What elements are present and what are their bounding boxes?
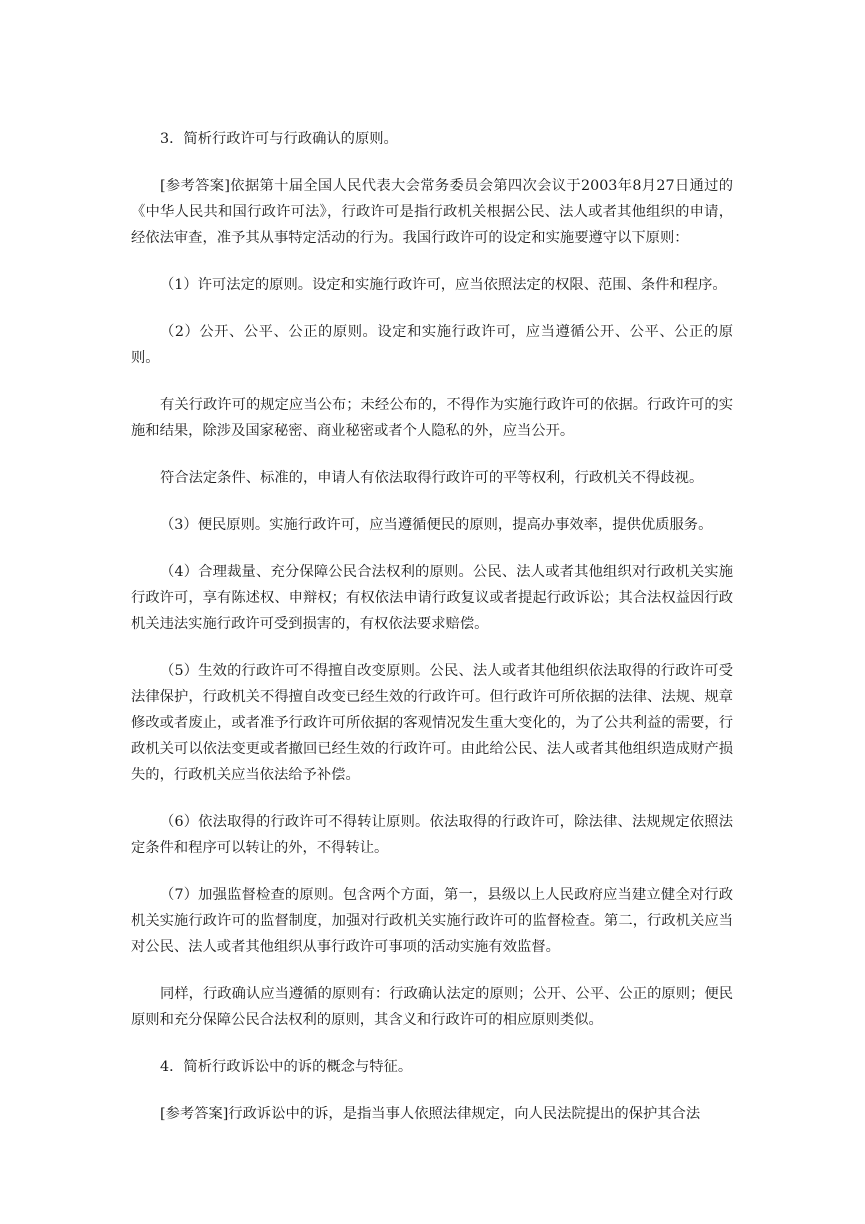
principle-2-disclosure: 有关行政许可的规定应当公布；未经公布的，不得作为实施行政许可的依据。行政许可的实施和结果，除涉及国家秘密、商业秘密或者个人隐私的外，应当公开。	[131, 397, 733, 439]
document-body	[131, 126, 733, 1148]
answer-4-intro: [参考答案]行政诉讼中的诉，是指当事人依照法律规定，向人民法院提出的保护其合法	[160, 1106, 701, 1122]
question-3-heading: 3．简析行政许可与行政确认的原则。	[160, 131, 398, 147]
principle-2: （2）公开、公平、公正的原则。设定和实施行政许可，应当遵循公开、公平、公正的原则。	[131, 324, 733, 366]
answer-3-intro: [参考答案]依据第十届全国人民代表大会常务委员会第四次会议于2003年8月27日通过的《中华人民共和国行政许可法》，行政许可是指行政机关根据公民、法人或者其他组织的申请，经依法审查，准予其从事特定活动的行为。我国行政许可的设定和实施要遵守以下原则：	[131, 178, 733, 246]
principle-7: （7）加强监督检查的原则。包含两个方面，第一，县级以上人民政府应当建立健全对行政机关实施行政许可的监督制度，加强对行政机关实施行政许可的监督检查。第二，行政机关应当对公民、法人或者其他组织从事行政许可事项的活动实施有效监督。	[131, 887, 733, 955]
question-4-heading: 4．简析行政诉讼中的诉的概念与特征。	[160, 1059, 413, 1075]
principle-3: （3）便民原则。实施行政许可，应当遵循便民的原则，提高办事效率，提供优质服务。	[160, 517, 713, 533]
principle-1: （1）许可法定的原则。设定和实施行政许可，应当依照法定的权限、范围、条件和程序。	[160, 277, 727, 293]
principle-4: （4）合理裁量、充分保障公民合法权利的原则。公民、法人或者其他组织对行政机关实施行政许可，享有陈述权、申辩权；有权依法申请行政复议或者提起行政诉讼；其合法权益因行政机关违法实施行政许可受到损害的，有权依法要求赔偿。	[131, 564, 733, 632]
confirmation-principles: 同样，行政确认应当遵循的原则有：行政确认法定的原则；公开、公平、公正的原则；便民原则和充分保障公民合法权利的原则，其含义和行政许可的相应原则类似。	[131, 986, 733, 1028]
principle-2-equality: 符合法定条件、标准的，申请人有依法取得行政许可的平等权利，行政机关不得歧视。	[160, 470, 704, 486]
principle-5: （5）生效的行政许可不得擅自改变原则。公民、法人或者其他组织依法取得的行政许可受法律保护，行政机关不得擅自改变已经生效的行政许可。但行政许可所依据的法律、法规、规章修改或者废止，或者准予行政许可所依据的客观情况发生重大变化的，为了公共利益的需要，行政机关可以依法变更或者撤回已经生效的行政许可。由此给公民、法人或者其他组织造成财产损失的，行政机关应当依法给予补偿。	[131, 663, 733, 783]
principle-6: （6）依法取得的行政许可不得转让原则。依法取得的行政许可，除法律、法规规定依照法定条件和程序可以转让的外，不得转让。	[131, 814, 733, 856]
